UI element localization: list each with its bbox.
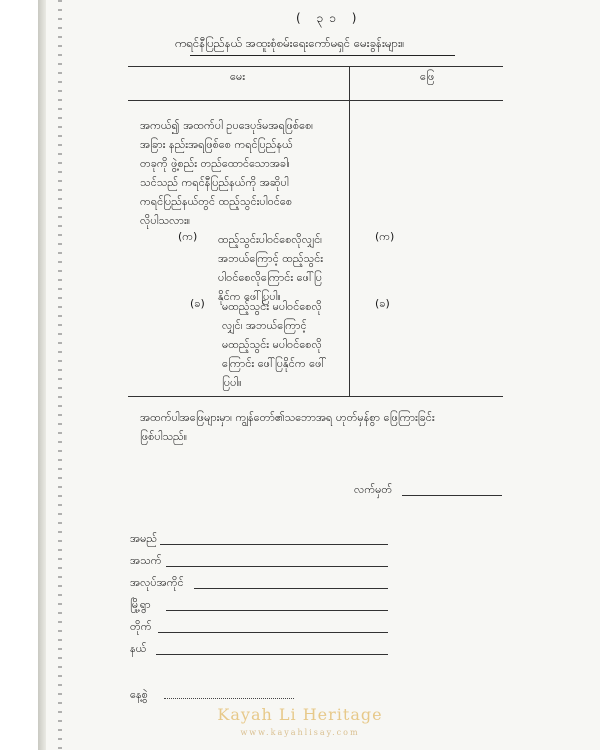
option-ka-text: ထည့်သွင်းပါဝင်စေလိုလျှင်၊ အဘယ်ကြောင့် ထည့်သွင်း ပါဝင်စေလိုကြောင်း ဖေါ်ပြ နိုင်က ဖေါ်ပြပါ။	[218, 233, 324, 303]
field-age-label: အသက်	[130, 554, 162, 567]
field-age-line	[166, 566, 388, 567]
signature-line	[402, 495, 502, 496]
option-ka-label: (က)	[178, 230, 198, 243]
field-town-label: မြို့ရွာ	[130, 598, 151, 611]
page-number: ( ၃၁ )	[296, 11, 363, 25]
title-underline	[190, 55, 455, 56]
question-text: အကယ်၍ အထက်ပါ ဥပဒေပုဒ်မအရဖြစ်စေ၊ အခြား နည်းအရဖြစ်စေ ကရင်ပြည်နယ် တခုကို ဖွဲ့စည်း တည်ထောင်သောအခါ၊ သင်သည် ကရင်နီပြည်နယ်ကို အဆိုပါ ကရင်ပြည်နယ်တွင် ထည့်သွင်းပါဝင်စေ လိုပါသလား။	[140, 119, 314, 227]
field-town-line	[166, 610, 388, 611]
binding-holes	[58, 0, 62, 750]
watermark-url: www.kayahlisay.com	[240, 728, 360, 737]
answer-kha-label: (ခ)	[375, 297, 390, 310]
date-line	[164, 698, 294, 699]
signature-label: လက်မှတ်	[354, 483, 393, 496]
field-region-label: နယ်	[130, 642, 147, 655]
date-label: နေ့စွဲ	[130, 688, 148, 701]
table-bottom-rule	[128, 396, 503, 397]
field-district-label: တိုက်	[130, 620, 152, 633]
field-name-label: အမည်	[130, 532, 158, 545]
field-occupation-line	[194, 588, 388, 589]
table-top-rule	[128, 66, 503, 67]
header-bottom-rule	[128, 100, 503, 101]
page-title: ကရင်နီပြည်နယ် အထူးစုံစမ်းရေးကော်မရှင် မေးခွန်းများ။	[175, 36, 405, 50]
answer-ka-label: (က)	[375, 230, 395, 243]
field-district-line	[158, 632, 388, 633]
declaration-text: အထက်ပါအဖြေများမှာ၊ ကျွန်တော်၏သဘောအရ ဟုတ်မှန်စွာ ဖြေကြားခြင်း ဖြစ်ပါသည်။	[140, 411, 435, 443]
field-occupation-label: အလုပ်အကိုင်	[130, 576, 184, 589]
field-name-line	[160, 544, 388, 545]
answer-column-header: ဖြေ	[420, 70, 435, 83]
question-column-header: မေး	[230, 70, 246, 83]
watermark-title: Kayah Li Heritage	[217, 705, 383, 724]
option-kha-label: (ခ)	[190, 297, 205, 310]
option-kha-text: မထည့်သွင်း မပါဝင်စေလို လျှင်၊ အဘယ်ကြောင့် မထည့်သွင်း မပါဝင်စေလို ကြောင်း ဖေါ်ပြနိုင်က ဖေါ် ပြပါ။	[222, 300, 327, 389]
field-region-line	[156, 654, 388, 655]
